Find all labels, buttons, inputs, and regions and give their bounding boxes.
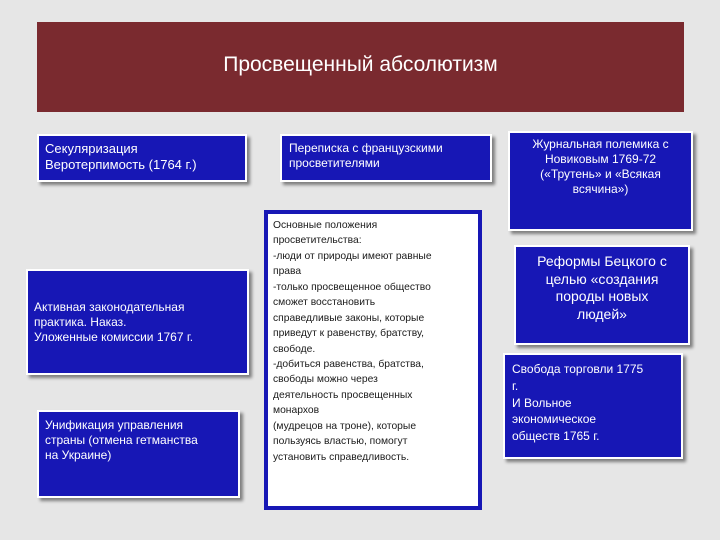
title-banner: [37, 22, 684, 112]
betskoy-reforms-box: [514, 245, 690, 345]
correspondence-text: Переписка с французскими просветителями: [289, 141, 443, 170]
secularization-text: Секуляризация Веротерпимость (1764 г.): [45, 141, 197, 173]
secularization-box: [37, 134, 247, 182]
journal-polemic-box: [508, 131, 693, 231]
correspondence-box: [280, 134, 492, 182]
legislative-practice-text: Активная законодательная практика. Наказ. Уложенные комиссии 1767 г.: [34, 299, 194, 344]
main-principles-text: Основные положения просветительства: -люди от природы имеют равные права -только просвещенное общество сможет восстановить справедливые законы, которые приведут к равенству, братству, свободе. -добиться равенства, братства, свободы можно через деятельность просвещенных монархов (мудрецов на троне), которые пользуясь властью, помогут установить справедливость.: [273, 220, 432, 463]
trade-freedom-text: Свобода торговли 1775 г. И Вольное экономическое обществ 1765 г.: [512, 362, 644, 444]
betskoy-reforms-text: Реформы Бецкого с целью «создания породы новых людей»: [537, 253, 667, 322]
unification-box: [37, 410, 240, 498]
trade-freedom-box: [503, 353, 683, 459]
page-title: Просвещенный абсолютизм: [223, 53, 498, 76]
main-principles-box: [264, 210, 482, 510]
journal-polemic-text: Журнальная полемика с Новиковым 1769-72 («Трутень» и «Всякая всячина»): [532, 137, 669, 196]
legislative-practice-box: [26, 269, 249, 375]
unification-text: Унификация управления страны (отмена гетманства на Украине): [45, 418, 198, 462]
